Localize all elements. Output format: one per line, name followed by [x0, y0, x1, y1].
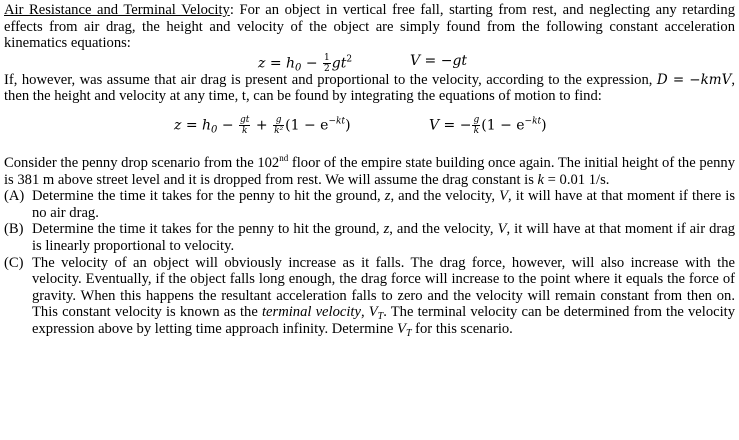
part-b-text-3: , it will have at that moment if air drag is linearly proportional to velocity.	[32, 221, 736, 254]
scenario-text-2: floor of the empire state building once again. The initial height of the penny is 381 m above street level and it is dropped from rest. We will assume the drag constant is	[4, 154, 736, 188]
part-c-label: (C)	[4, 254, 24, 271]
title-colon: :	[229, 2, 234, 18]
eq-drag-sub-zero: 0	[211, 124, 218, 136]
fraction-gt-over-k	[239, 115, 250, 136]
equation-line-drag	[4, 105, 735, 149]
eq-drag-minus: −	[217, 117, 239, 134]
scenario-text-1: Consider the penny drop scenario from the 102	[4, 154, 280, 171]
frac-num: gt	[240, 114, 250, 125]
part-b-v: V	[497, 221, 507, 238]
equation-height-no-drag	[258, 53, 352, 74]
frac-num: 1	[324, 52, 330, 63]
eq-drag-v-lhs: V = −	[429, 117, 472, 134]
part-a	[4, 188, 735, 221]
part-a-v: V	[499, 188, 509, 205]
eq-z-lhs: z = h	[258, 55, 296, 72]
eq-drag-paren-close: )	[345, 117, 351, 134]
terminal-velocity-term: terminal velocity	[261, 304, 361, 321]
frac-den: 2	[324, 63, 330, 74]
eq-drag-v-exponent: −kt	[524, 116, 542, 127]
part-c-text-2: . The terminal velocity can be determined from the velocity expression above by letting time approach infinity. Determine	[32, 304, 736, 337]
drag-constant-symbol: k	[537, 171, 545, 188]
drag-paragraph	[4, 72, 735, 105]
eq-sub-zero: 0	[295, 62, 302, 74]
part-b-text	[32, 221, 735, 254]
part-c	[4, 255, 735, 338]
drag-expression: D = −kmV	[656, 71, 732, 88]
part-b-label: (B)	[4, 221, 24, 238]
part-b-z: z	[383, 221, 390, 238]
vt-subscript: T	[377, 311, 384, 323]
fraction-g-over-k2	[273, 115, 284, 136]
fraction-g-over-k	[472, 115, 480, 136]
ordinal-suffix: nd	[279, 152, 289, 163]
frac-num: g	[273, 115, 284, 126]
part-a-text-3: , it will have at that moment if there is no air drag.	[32, 188, 736, 221]
equation-line-no-drag	[4, 52, 735, 72]
scenario-paragraph	[4, 152, 736, 188]
frac-den: k	[242, 125, 248, 136]
eq-drag-paren-open: (1 − e	[285, 117, 329, 134]
frac-den: k²	[274, 125, 284, 136]
part-b-text-2: , and the velocity,	[389, 221, 498, 238]
vt-symbol-2: V	[397, 320, 406, 337]
eq-squared: 2	[346, 54, 353, 65]
eq-drag-v-paren-open: (1 − e	[481, 117, 525, 134]
eq-drag-z-lhs: z = h	[174, 117, 212, 134]
intro-paragraph	[4, 2, 735, 52]
eq-drag-v-paren-close: )	[541, 117, 547, 134]
intro-text: For an object in vertical free fall, starting from rest, and neglecting any retarding effects from air drag, the height and velocity of the object are simply found from the following constant acceleration kinematics equations:	[4, 2, 735, 52]
part-c-comma: ,	[360, 304, 369, 321]
eq-minus: −	[301, 55, 323, 72]
eq-drag-exponent: −kt	[328, 116, 346, 127]
drag-text-1: If, however, was assume that air drag is present and proportional to the velocity, according to the expression,	[4, 71, 657, 88]
frac-num: g	[473, 114, 480, 125]
vt-subscript-2: T	[405, 327, 412, 339]
drag-text-2: , then the height and velocity at any time, t, can be found by integrating the equations of motion to find:	[4, 71, 735, 105]
eq-gt: gt	[331, 55, 347, 72]
part-c-text	[32, 255, 735, 338]
part-a-label: (A)	[4, 188, 25, 205]
part-c-text-3: for this scenario.	[411, 320, 513, 337]
vt-symbol: V	[368, 304, 378, 321]
part-a-z: z	[384, 188, 391, 205]
part-b-text-1: Determine the time it takes for the penny to hit the ground,	[32, 221, 384, 238]
equation-velocity-drag	[429, 115, 547, 136]
frac-den: k	[473, 125, 480, 136]
fraction-one-half	[323, 53, 331, 74]
part-a-text-2: , and the velocity,	[390, 188, 500, 205]
part-b	[4, 221, 735, 254]
equation-height-drag	[174, 115, 351, 136]
part-c-text-1: The velocity of an object will obviously increase as it falls. The drag force, however, will also increase with the velocity. Eventually, if the object falls long enough, the drag force will increase to the point where it equals the force of gravity. When this happens the resultant acceleration falls to zero and the velocity will remain constant from then on. This constant velocity is known as the	[32, 254, 735, 321]
equation-velocity-no-drag: V = −gt	[410, 52, 468, 69]
eq-drag-plus: +	[251, 117, 273, 134]
section-title: Air Resistance and Terminal Velocity	[4, 2, 230, 18]
part-a-text-1: Determine the time it takes for the penny to hit the ground,	[32, 188, 385, 205]
scenario-text-3: = 0.01 1/s.	[544, 171, 610, 188]
part-a-text	[32, 188, 735, 221]
